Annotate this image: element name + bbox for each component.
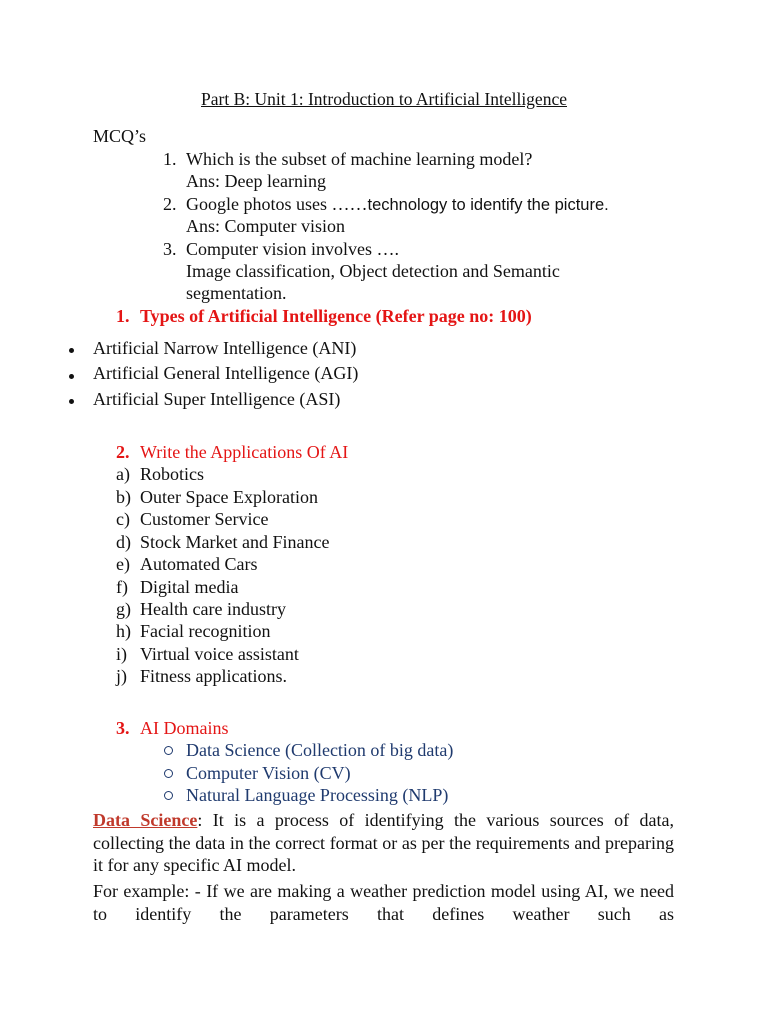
circle-bullet-icon xyxy=(164,746,173,755)
list-item: Virtual voice assistant xyxy=(140,644,299,664)
list-item: Customer Service xyxy=(140,509,269,529)
list-marker: c) xyxy=(116,509,130,529)
list-item: Artificial General Intelligence (AGI) xyxy=(93,363,359,383)
mcq-question: Computer vision involves …. xyxy=(186,239,399,259)
list-item: Artificial Narrow Intelligence (ANI) xyxy=(93,338,357,358)
data-science-definition: : It is a process of identifying the various sources of data, collecting the data in the correct format or as per the requirements and preparing it for any specific AI model. xyxy=(93,810,674,875)
section-heading: Write the Applications Of AI xyxy=(140,442,349,462)
mcq-question xyxy=(186,193,609,217)
example-paragraph: For example: - If we are making a weather prediction model using AI, we need to identify the parameters that defines weather such as xyxy=(93,881,674,924)
page-title: Part B: Unit 1: Introduction to Artificial Intelligence xyxy=(201,89,567,109)
section-number: 1. xyxy=(116,306,130,326)
section-number: 3. xyxy=(116,718,130,738)
list-item: Artificial Super Intelligence (ASI) xyxy=(93,389,341,409)
list-item: Facial recognition xyxy=(140,621,271,641)
mcq-heading: MCQ’s xyxy=(93,126,147,146)
mcq-answer: segmentation. xyxy=(186,283,287,303)
list-item: Automated Cars xyxy=(140,554,258,574)
bullet-icon xyxy=(69,399,74,404)
list-item: Robotics xyxy=(140,464,205,484)
list-marker: d) xyxy=(116,532,131,552)
mcq-answer: Ans: Deep learning xyxy=(186,171,326,191)
section-number: 2. xyxy=(116,442,130,462)
bullet-icon xyxy=(69,374,74,379)
list-marker: g) xyxy=(116,599,131,619)
list-marker: f) xyxy=(116,577,128,597)
section-heading: Types of Artificial Intelligence (Refer page no: 100) xyxy=(140,306,532,326)
list-marker: h) xyxy=(116,621,131,641)
list-marker: b) xyxy=(116,487,131,507)
circle-bullet-icon xyxy=(164,791,173,800)
list-item: Fitness applications. xyxy=(140,666,287,686)
domain-item: Computer Vision (CV) xyxy=(186,763,351,783)
mcq-question-suffix: technology to identify the picture. xyxy=(367,196,609,214)
mcq-number: 1. xyxy=(163,149,177,169)
domain-item: Natural Language Processing (NLP) xyxy=(186,785,449,805)
domain-item: Data Science (Collection of big data) xyxy=(186,740,454,760)
mcq-number: 2. xyxy=(163,194,177,214)
section-heading: AI Domains xyxy=(140,718,229,738)
mcq-answer: Image classification, Object detection and Semantic xyxy=(186,261,560,281)
circle-bullet-icon xyxy=(164,769,173,778)
list-marker: a) xyxy=(116,464,130,484)
data-science-paragraph xyxy=(93,809,674,877)
mcq-question: Which is the subset of machine learning model? xyxy=(186,149,533,169)
data-science-term: Data Science xyxy=(93,810,198,830)
mcq-question-prefix: Google photos uses …… xyxy=(186,194,368,214)
list-marker: j) xyxy=(116,666,127,686)
list-item: Health care industry xyxy=(140,599,286,619)
mcq-answer: Ans: Computer vision xyxy=(186,216,346,236)
mcq-number: 3. xyxy=(163,239,177,259)
list-item: Outer Space Exploration xyxy=(140,487,318,507)
list-item: Stock Market and Finance xyxy=(140,532,330,552)
list-marker: i) xyxy=(116,644,127,664)
bullet-icon xyxy=(69,348,74,353)
list-item: Digital media xyxy=(140,577,239,597)
list-marker: e) xyxy=(116,554,130,574)
